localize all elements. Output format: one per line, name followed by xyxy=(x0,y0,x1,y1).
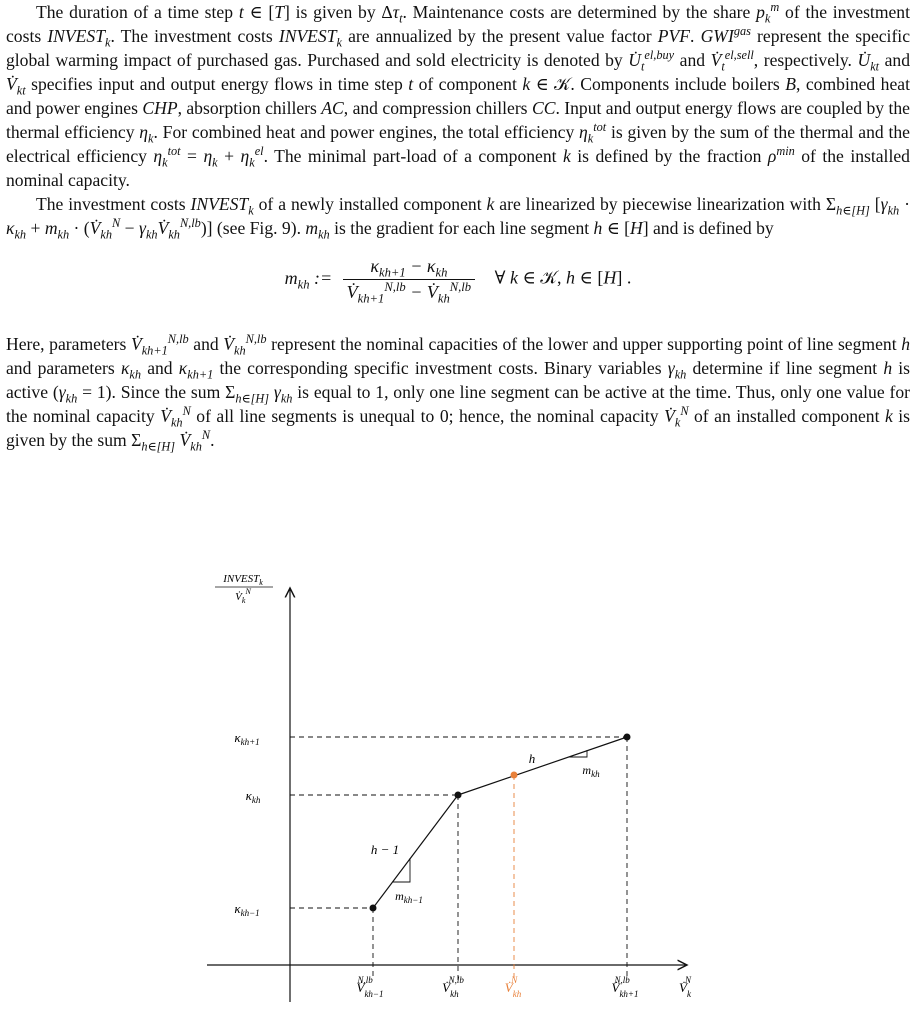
point-active xyxy=(511,772,518,779)
gradient-equation xyxy=(6,256,910,312)
y-tick-kappa-kh1: $\kappa_{kh+1}$ xyxy=(234,730,260,747)
y-axis-label-denominator: $V̇_k^N$ xyxy=(235,587,251,605)
paragraph-1: The duration of a time step t ∈ [T] is given by $\Delta\tau_t$. Maintenance costs are determined by the share $p_k^m$ of the investment costs $INVEST_k$. The investment costs $INVEST_k$ are annualized by the present value factor PVF. $GWI^{gas}$ represent the specific global warming impact of purchased gas. Purchased and sold electricity is denoted by $U̇_t^{el,buy}$ and $V̇_t^{el,sell}$, respectively. $U̇_{kt}$ and $V̇_{kt}$ specifies input and output energy flows in time step t of component k ∈ 𝒦. Components include boilers B, combined heat and power engines CHP, absorption chillers AC, and compression chillers CC. Input and output energy flows are coupled by the thermal efficiency $\eta_k$. For combined heat and power engines, the total efficiency $\eta_k^{tot}$ is given by the sum of the thermal and the electrical efficiency $\eta_k^{tot} = \eta_k + \eta_k^{el}$. The minimal part-load of a component k is defined by the fraction $\rho^{min}$ of the installed nominal capacity. xyxy=(6,0,911,190)
paragraph-3: Here, parameters $V̇_{kh+1}^{N,lb}$ and $V̇_{kh}^{N,lb}$ represent the nominal capacities of the lower and upper supporting point of line segment h and parameters $\kappa_{kh}$ and $\kappa_{kh+1}$ the corresponding specific investment costs. Binary variables $\gamma_{kh}$ determine if line segment h is active $(\gamma_{kh} = 1)$. Since the sum $\Sigma_{h\in[H]}$ $\gamma_{kh}$ is equal to 1, only one line segment can be active at the time. Thus, only one value for the nominal capacity $V̇_{kh}^N$ of all line segments is unequal to 0; hence, the nominal capacity $V̇_k^N$ of an installed component k is given by the sum $\Sigma_{h\in[H]}$ $V̇_{kh}^N$. xyxy=(6,332,911,454)
x-axis-label: $V̇_kN$ xyxy=(679,975,691,999)
slope-label-m-khm1: $m_{kh-1}$ xyxy=(395,889,423,905)
point-kh xyxy=(455,792,462,799)
paragraph-2: The investment costs $INVEST_k$ of a newly installed component k are linearized by piecewise linearization with $\Sigma_{h\in[H]}$ [$\gamma_{kh} \cdot \kappa_{kh} + m_{kh}$ · ($V̇_{kh}^N$ − $\gamma_{kh}V̇_{kh}^{N,lb}$)] (see Fig. 9). $m_{kh}$ is the gradient for each line segment h ∈ [H] and is defined by xyxy=(6,194,910,242)
segment-label-h-minus-1: h − 1 xyxy=(370,842,400,857)
segment-h xyxy=(458,737,627,795)
paper-page xyxy=(6,0,910,452)
segment-label-h: h xyxy=(528,751,536,766)
y-tick-kappa-kh: $\kappa_{kh}$ xyxy=(245,788,261,805)
figure-svg xyxy=(195,560,715,1005)
x-tick-v-kh: $V̇_{kh}N,lb$ xyxy=(442,975,464,999)
point-khm1 xyxy=(370,905,377,912)
equation-condition: ∀ k ∈ 𝒦, h ∈ [H] . xyxy=(485,267,632,288)
y-tick-kappa-khm1: $\kappa_{kh-1}$ xyxy=(234,901,260,918)
y-axis-label-numerator: $INVEST_k$ xyxy=(223,573,263,587)
equation-lhs: $m_{kh}$ := xyxy=(284,267,333,292)
piecewise-linearization-figure xyxy=(195,560,715,1005)
point-kh1 xyxy=(624,734,631,741)
equation-fraction: $\frac{\kappa_{kh+1} - \kappa_{kh}}{V̇_{kh+1}^{N,lb} - V̇_{kh}^{N,lb}}$ xyxy=(343,256,475,303)
x-tick-v-kh-active: $V̇_{kh}N$ xyxy=(504,975,522,999)
slope-label-m-kh: $m_{kh}$ xyxy=(582,763,600,779)
x-tick-v-khm1: $V̇_{kh-1}N,lb$ xyxy=(356,975,384,999)
x-tick-v-kh1: $V̇_{kh+1}N,lb$ xyxy=(611,975,639,999)
